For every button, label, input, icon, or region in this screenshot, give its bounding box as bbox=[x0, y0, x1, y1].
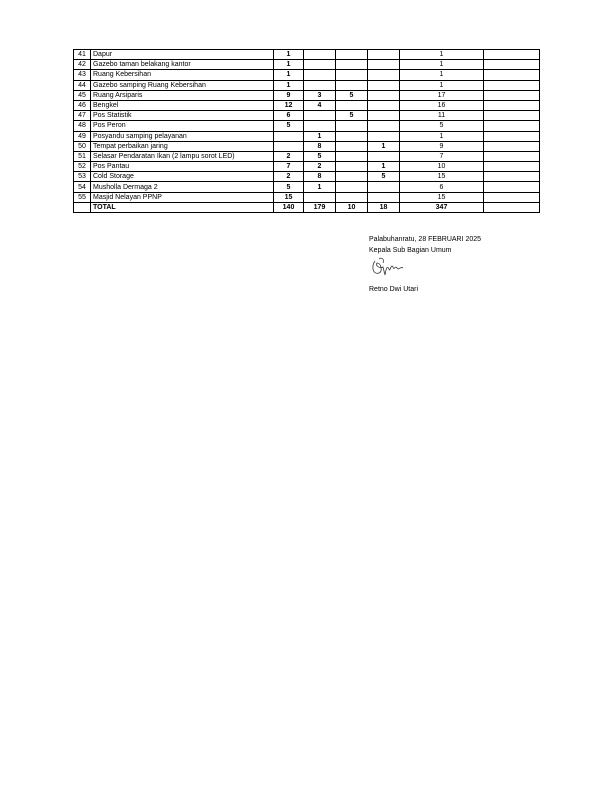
cell-c1: 1 bbox=[274, 60, 304, 70]
cell-c2: 179 bbox=[304, 202, 336, 212]
cell-c1: 2 bbox=[274, 151, 304, 161]
inventory-table bbox=[73, 49, 540, 213]
cell-c4: 1 bbox=[368, 162, 400, 172]
cell-c4 bbox=[368, 192, 400, 202]
cell-no: 49 bbox=[74, 131, 91, 141]
cell-c3 bbox=[336, 60, 368, 70]
cell-c4 bbox=[368, 151, 400, 161]
cell-extra bbox=[484, 111, 540, 121]
cell-name: Selasar Pendaratan Ikan (2 lampu sorot LED) bbox=[91, 151, 274, 161]
cell-c3 bbox=[336, 100, 368, 110]
cell-c4: 1 bbox=[368, 141, 400, 151]
cell-c3 bbox=[336, 172, 368, 182]
cell-extra bbox=[484, 141, 540, 151]
cell-c3 bbox=[336, 121, 368, 131]
cell-c2 bbox=[304, 192, 336, 202]
table-row bbox=[74, 121, 540, 131]
cell-total: 1 bbox=[400, 60, 484, 70]
cell-no: 45 bbox=[74, 90, 91, 100]
cell-c3 bbox=[336, 162, 368, 172]
cell-c2: 2 bbox=[304, 162, 336, 172]
signatory-name: Retno Dwi Utari bbox=[369, 286, 419, 293]
table-row bbox=[74, 60, 540, 70]
cell-c4 bbox=[368, 111, 400, 121]
table-row bbox=[74, 182, 540, 192]
cell-c2 bbox=[304, 111, 336, 121]
cell-c2: 8 bbox=[304, 141, 336, 151]
cell-name: Tempat perbaikan jaring bbox=[91, 141, 274, 151]
cell-total: 11 bbox=[400, 111, 484, 121]
cell-c1: 6 bbox=[274, 111, 304, 121]
cell-total: 15 bbox=[400, 192, 484, 202]
cell-no: 53 bbox=[74, 172, 91, 182]
cell-c1: 9 bbox=[274, 90, 304, 100]
cell-extra bbox=[484, 100, 540, 110]
cell-c4: 5 bbox=[368, 172, 400, 182]
cell-c4 bbox=[368, 60, 400, 70]
table-row bbox=[74, 111, 540, 121]
cell-name: Posyandu samping pelayanan bbox=[91, 131, 274, 141]
cell-name: Pos Pantau bbox=[91, 162, 274, 172]
cell-extra bbox=[484, 60, 540, 70]
cell-c2 bbox=[304, 60, 336, 70]
cell-extra bbox=[484, 90, 540, 100]
cell-c1: 1 bbox=[274, 80, 304, 90]
cell-c2: 5 bbox=[304, 151, 336, 161]
cell-no: 44 bbox=[74, 80, 91, 90]
cell-name: Gazebo samping Ruang Kebersihan bbox=[91, 80, 274, 90]
cell-total: 1 bbox=[400, 50, 484, 60]
cell-no: 47 bbox=[74, 111, 91, 121]
cell-c2: 3 bbox=[304, 90, 336, 100]
cell-c3 bbox=[336, 151, 368, 161]
cell-c1 bbox=[274, 141, 304, 151]
cell-c3 bbox=[336, 80, 368, 90]
cell-c2: 8 bbox=[304, 172, 336, 182]
cell-c4 bbox=[368, 50, 400, 60]
cell-name: TOTAL bbox=[91, 202, 274, 212]
cell-name: Bengkel bbox=[91, 100, 274, 110]
cell-c2 bbox=[304, 70, 336, 80]
cell-no: 54 bbox=[74, 182, 91, 192]
cell-extra bbox=[484, 172, 540, 182]
cell-extra bbox=[484, 182, 540, 192]
cell-no: 43 bbox=[74, 70, 91, 80]
cell-c1: 7 bbox=[274, 162, 304, 172]
cell-c3: 5 bbox=[336, 111, 368, 121]
cell-c3 bbox=[336, 70, 368, 80]
cell-c2: 4 bbox=[304, 100, 336, 110]
cell-extra bbox=[484, 80, 540, 90]
cell-total: 15 bbox=[400, 172, 484, 182]
cell-c4 bbox=[368, 100, 400, 110]
cell-c3 bbox=[336, 131, 368, 141]
cell-no: 48 bbox=[74, 121, 91, 131]
cell-no: 55 bbox=[74, 192, 91, 202]
table-row bbox=[74, 80, 540, 90]
cell-extra bbox=[484, 151, 540, 161]
cell-name: Pos Peron bbox=[91, 121, 274, 131]
cell-c3 bbox=[336, 192, 368, 202]
cell-extra bbox=[484, 202, 540, 212]
cell-no: 51 bbox=[74, 151, 91, 161]
cell-total: 6 bbox=[400, 182, 484, 192]
table-body bbox=[74, 50, 540, 213]
cell-extra bbox=[484, 121, 540, 131]
cell-c2 bbox=[304, 80, 336, 90]
table-row bbox=[74, 100, 540, 110]
cell-name: Pos Statistik bbox=[91, 111, 274, 121]
cell-total: 1 bbox=[400, 80, 484, 90]
cell-c1: 12 bbox=[274, 100, 304, 110]
cell-c1: 5 bbox=[274, 121, 304, 131]
cell-no: 50 bbox=[74, 141, 91, 151]
table-row bbox=[74, 172, 540, 182]
cell-c2: 1 bbox=[304, 131, 336, 141]
cell-c3 bbox=[336, 141, 368, 151]
cell-c4 bbox=[368, 80, 400, 90]
cell-total: 16 bbox=[400, 100, 484, 110]
cell-total: 10 bbox=[400, 162, 484, 172]
cell-total: 347 bbox=[400, 202, 484, 212]
cell-c1 bbox=[274, 131, 304, 141]
cell-c4: 18 bbox=[368, 202, 400, 212]
cell-c3 bbox=[336, 182, 368, 192]
cell-total: 5 bbox=[400, 121, 484, 131]
cell-c2 bbox=[304, 121, 336, 131]
cell-no bbox=[74, 202, 91, 212]
cell-no: 52 bbox=[74, 162, 91, 172]
cell-c1: 140 bbox=[274, 202, 304, 212]
cell-c1: 2 bbox=[274, 172, 304, 182]
place-date: Palabuhanratu, 28 FEBRUARI 2025 bbox=[369, 236, 482, 243]
table-row bbox=[74, 90, 540, 100]
cell-name: Masjid Nelayan PPNP bbox=[91, 192, 274, 202]
cell-name: Ruang Kebersihan bbox=[91, 70, 274, 80]
cell-c3: 5 bbox=[336, 90, 368, 100]
cell-total: 1 bbox=[400, 131, 484, 141]
cell-extra bbox=[484, 131, 540, 141]
cell-c4 bbox=[368, 121, 400, 131]
cell-total: 1 bbox=[400, 70, 484, 80]
table-row bbox=[74, 70, 540, 80]
cell-name: Ruang Arsiparis bbox=[91, 90, 274, 100]
cell-c1: 1 bbox=[274, 70, 304, 80]
table-row bbox=[74, 141, 540, 151]
cell-no: 42 bbox=[74, 60, 91, 70]
cell-c4 bbox=[368, 90, 400, 100]
cell-name: Gazebo taman belakang kantor bbox=[91, 60, 274, 70]
cell-total: 7 bbox=[400, 151, 484, 161]
cell-extra bbox=[484, 50, 540, 60]
table-row bbox=[74, 151, 540, 161]
cell-no: 46 bbox=[74, 100, 91, 110]
cell-name: Cold Storage bbox=[91, 172, 274, 182]
cell-c4 bbox=[368, 131, 400, 141]
cell-c3 bbox=[336, 50, 368, 60]
table-row bbox=[74, 131, 540, 141]
cell-c1: 1 bbox=[274, 50, 304, 60]
signatory-role: Kepala Sub Bagian Umum bbox=[369, 247, 452, 254]
table-row bbox=[74, 162, 540, 172]
total-row bbox=[74, 202, 540, 212]
cell-c2: 1 bbox=[304, 182, 336, 192]
table-row bbox=[74, 192, 540, 202]
cell-name: Dapur bbox=[91, 50, 274, 60]
cell-c1: 15 bbox=[274, 192, 304, 202]
cell-c1: 5 bbox=[274, 182, 304, 192]
cell-total: 9 bbox=[400, 141, 484, 151]
cell-no: 41 bbox=[74, 50, 91, 60]
cell-c4 bbox=[368, 182, 400, 192]
table-row bbox=[74, 50, 540, 60]
cell-extra bbox=[484, 192, 540, 202]
cell-extra bbox=[484, 162, 540, 172]
cell-name: Musholla Dermaga 2 bbox=[91, 182, 274, 192]
cell-c4 bbox=[368, 70, 400, 80]
cell-extra bbox=[484, 70, 540, 80]
cell-c2 bbox=[304, 50, 336, 60]
cell-total: 17 bbox=[400, 90, 484, 100]
cell-c3: 10 bbox=[336, 202, 368, 212]
handwritten-signature bbox=[369, 255, 409, 285]
